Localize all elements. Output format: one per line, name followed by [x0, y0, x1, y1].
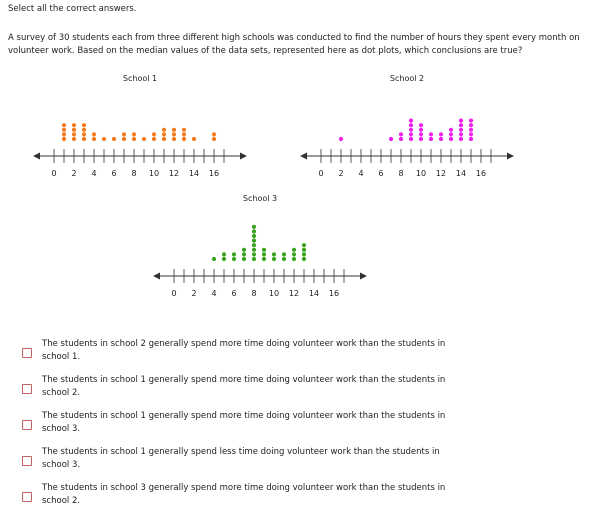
- data-dot: [459, 123, 463, 127]
- x-tick-label: 14: [188, 169, 200, 178]
- dot-plot-school-1-svg: [30, 72, 250, 190]
- data-dot: [469, 132, 473, 136]
- data-dot: [419, 128, 423, 132]
- choice-4[interactable]: [22, 446, 472, 482]
- choice-3-checkbox[interactable]: [22, 420, 32, 430]
- data-dot: [409, 128, 413, 132]
- x-tick-label: 2: [191, 289, 197, 298]
- data-dot: [419, 123, 423, 127]
- data-dot: [469, 123, 473, 127]
- data-dot: [469, 137, 473, 141]
- x-tick-label: 12: [168, 169, 180, 178]
- data-dot: [272, 257, 276, 261]
- data-dot: [292, 248, 296, 252]
- data-dot: [389, 137, 393, 141]
- choice-4-label: The students in school 1 generally spend less time doing volunteer work than the students in school 3.: [42, 447, 440, 470]
- data-dot: [449, 137, 453, 141]
- data-dot: [459, 132, 463, 136]
- x-tick-label: 10: [268, 289, 280, 298]
- x-tick-label: 2: [338, 169, 344, 178]
- x-tick-label: 14: [455, 169, 467, 178]
- axis-right-arrow: [360, 273, 367, 280]
- choice-1-checkbox[interactable]: [22, 348, 32, 358]
- data-dot: [92, 132, 96, 136]
- x-tick-label: 0: [318, 169, 324, 178]
- x-tick-label: 4: [358, 169, 364, 178]
- choice-5[interactable]: [22, 482, 472, 518]
- data-dot: [409, 132, 413, 136]
- data-dot: [212, 137, 216, 141]
- choice-1[interactable]: [22, 338, 472, 374]
- x-tick-label: 12: [435, 169, 447, 178]
- chart-title: School 1: [122, 74, 158, 83]
- dot-plot-school-1: [30, 72, 250, 190]
- data-dot: [419, 132, 423, 136]
- data-dot: [62, 137, 66, 141]
- data-dot: [459, 119, 463, 123]
- data-dot: [82, 137, 86, 141]
- data-dot: [192, 137, 196, 141]
- x-tick-label: 8: [131, 169, 137, 178]
- data-dot: [399, 137, 403, 141]
- choice-3[interactable]: [22, 410, 472, 446]
- dot-plot-school-3-svg: [150, 192, 370, 310]
- x-tick-label: 8: [251, 289, 257, 298]
- x-tick-label: 6: [111, 169, 117, 178]
- choice-5-label: The students in school 3 generally spend more time doing volunteer work than the students in school 2.: [42, 483, 446, 506]
- data-dot: [172, 128, 176, 132]
- data-dot: [302, 252, 306, 256]
- data-dot: [252, 239, 256, 243]
- data-dot: [409, 119, 413, 123]
- data-dot: [62, 128, 66, 132]
- data-dot: [469, 128, 473, 132]
- choice-3-label: The students in school 1 generally spend more time doing volunteer work than the students in school 3.: [42, 411, 446, 434]
- data-dot: [302, 243, 306, 247]
- data-dot: [449, 128, 453, 132]
- choice-4-checkbox[interactable]: [22, 456, 32, 466]
- choice-5-checkbox[interactable]: [22, 492, 32, 502]
- data-dot: [222, 252, 226, 256]
- data-dot: [242, 257, 246, 261]
- x-tick-label: 2: [71, 169, 77, 178]
- data-dot: [232, 252, 236, 256]
- answer-choices: [22, 338, 472, 518]
- data-dot: [82, 128, 86, 132]
- data-dot: [419, 137, 423, 141]
- data-dot: [449, 132, 453, 136]
- data-dot: [242, 248, 246, 252]
- chart-title: School 2: [389, 74, 425, 83]
- data-dot: [252, 234, 256, 238]
- data-dot: [112, 137, 116, 141]
- data-dot: [252, 243, 256, 247]
- data-dot: [262, 252, 266, 256]
- x-tick-label: 6: [378, 169, 384, 178]
- axis-left-arrow: [33, 153, 40, 160]
- data-dot: [242, 252, 246, 256]
- data-dot: [469, 119, 473, 123]
- dot-plot-school-2: [297, 72, 517, 190]
- data-dot: [72, 128, 76, 132]
- data-dot: [182, 128, 186, 132]
- data-dot: [429, 137, 433, 141]
- data-dot: [439, 137, 443, 141]
- x-tick-label: 8: [398, 169, 404, 178]
- data-dot: [232, 257, 236, 261]
- x-tick-label: 0: [51, 169, 57, 178]
- data-dot: [459, 128, 463, 132]
- data-dot: [82, 132, 86, 136]
- data-dot: [62, 123, 66, 127]
- data-dot: [142, 137, 146, 141]
- x-tick-label: 4: [91, 169, 97, 178]
- choice-1-label: The students in school 2 generally spend more time doing volunteer work than the students in school 1.: [42, 339, 446, 362]
- data-dot: [72, 137, 76, 141]
- data-dot: [102, 137, 106, 141]
- data-dot: [72, 132, 76, 136]
- data-dot: [162, 132, 166, 136]
- data-dot: [152, 137, 156, 141]
- data-dot: [222, 257, 226, 261]
- data-dot: [182, 137, 186, 141]
- data-dot: [152, 132, 156, 136]
- data-dot: [172, 137, 176, 141]
- data-dot: [439, 132, 443, 136]
- x-tick-label: 10: [415, 169, 427, 178]
- dot-plot-school-2-svg: [297, 72, 517, 190]
- data-dot: [252, 229, 256, 233]
- chart-title: School 3: [242, 194, 278, 203]
- axis-right-arrow: [240, 153, 247, 160]
- x-tick-label: 16: [475, 169, 487, 178]
- data-dot: [262, 257, 266, 261]
- x-tick-label: 10: [148, 169, 160, 178]
- dot-plot-school-3: [150, 192, 370, 310]
- data-dot: [212, 132, 216, 136]
- x-tick-label: 16: [328, 289, 340, 298]
- choice-2[interactable]: [22, 374, 472, 410]
- data-dot: [122, 132, 126, 136]
- data-dot: [92, 137, 96, 141]
- data-dot: [172, 132, 176, 136]
- data-dot: [82, 123, 86, 127]
- data-dot: [62, 132, 66, 136]
- x-tick-label: 12: [288, 289, 300, 298]
- data-dot: [252, 252, 256, 256]
- data-dot: [212, 257, 216, 261]
- data-dot: [252, 257, 256, 261]
- data-dot: [252, 225, 256, 229]
- axis-left-arrow: [153, 273, 160, 280]
- x-tick-label: 4: [211, 289, 217, 298]
- data-dot: [339, 137, 343, 141]
- x-tick-label: 0: [171, 289, 177, 298]
- x-tick-label: 6: [231, 289, 237, 298]
- data-dot: [292, 257, 296, 261]
- data-dot: [399, 132, 403, 136]
- axis-left-arrow: [300, 153, 307, 160]
- data-dot: [409, 137, 413, 141]
- data-dot: [262, 248, 266, 252]
- data-dot: [282, 257, 286, 261]
- x-tick-label: 14: [308, 289, 320, 298]
- x-tick-label: 16: [208, 169, 220, 178]
- data-dot: [72, 123, 76, 127]
- data-dot: [409, 123, 413, 127]
- data-dot: [302, 248, 306, 252]
- data-dot: [272, 252, 276, 256]
- data-dot: [292, 252, 296, 256]
- data-dot: [122, 137, 126, 141]
- data-dot: [282, 252, 286, 256]
- data-dot: [182, 132, 186, 136]
- data-dot: [459, 137, 463, 141]
- data-dot: [162, 128, 166, 132]
- data-dot: [252, 248, 256, 252]
- data-dot: [162, 137, 166, 141]
- data-dot: [429, 132, 433, 136]
- question-text: A survey of 30 students each from three different high schools was conducted to find the number of hours they spent every month on volunteer work. Based on the median values of the data sets, represented here as dot plots, which conclusions are true?: [8, 33, 580, 56]
- choice-2-checkbox[interactable]: [22, 384, 32, 394]
- data-dot: [132, 137, 136, 141]
- axis-right-arrow: [507, 153, 514, 160]
- data-dot: [132, 132, 136, 136]
- instruction-text: Select all the correct answers.: [8, 4, 137, 14]
- choice-2-label: The students in school 1 generally spend more time doing volunteer work than the students in school 2.: [42, 375, 446, 398]
- data-dot: [302, 257, 306, 261]
